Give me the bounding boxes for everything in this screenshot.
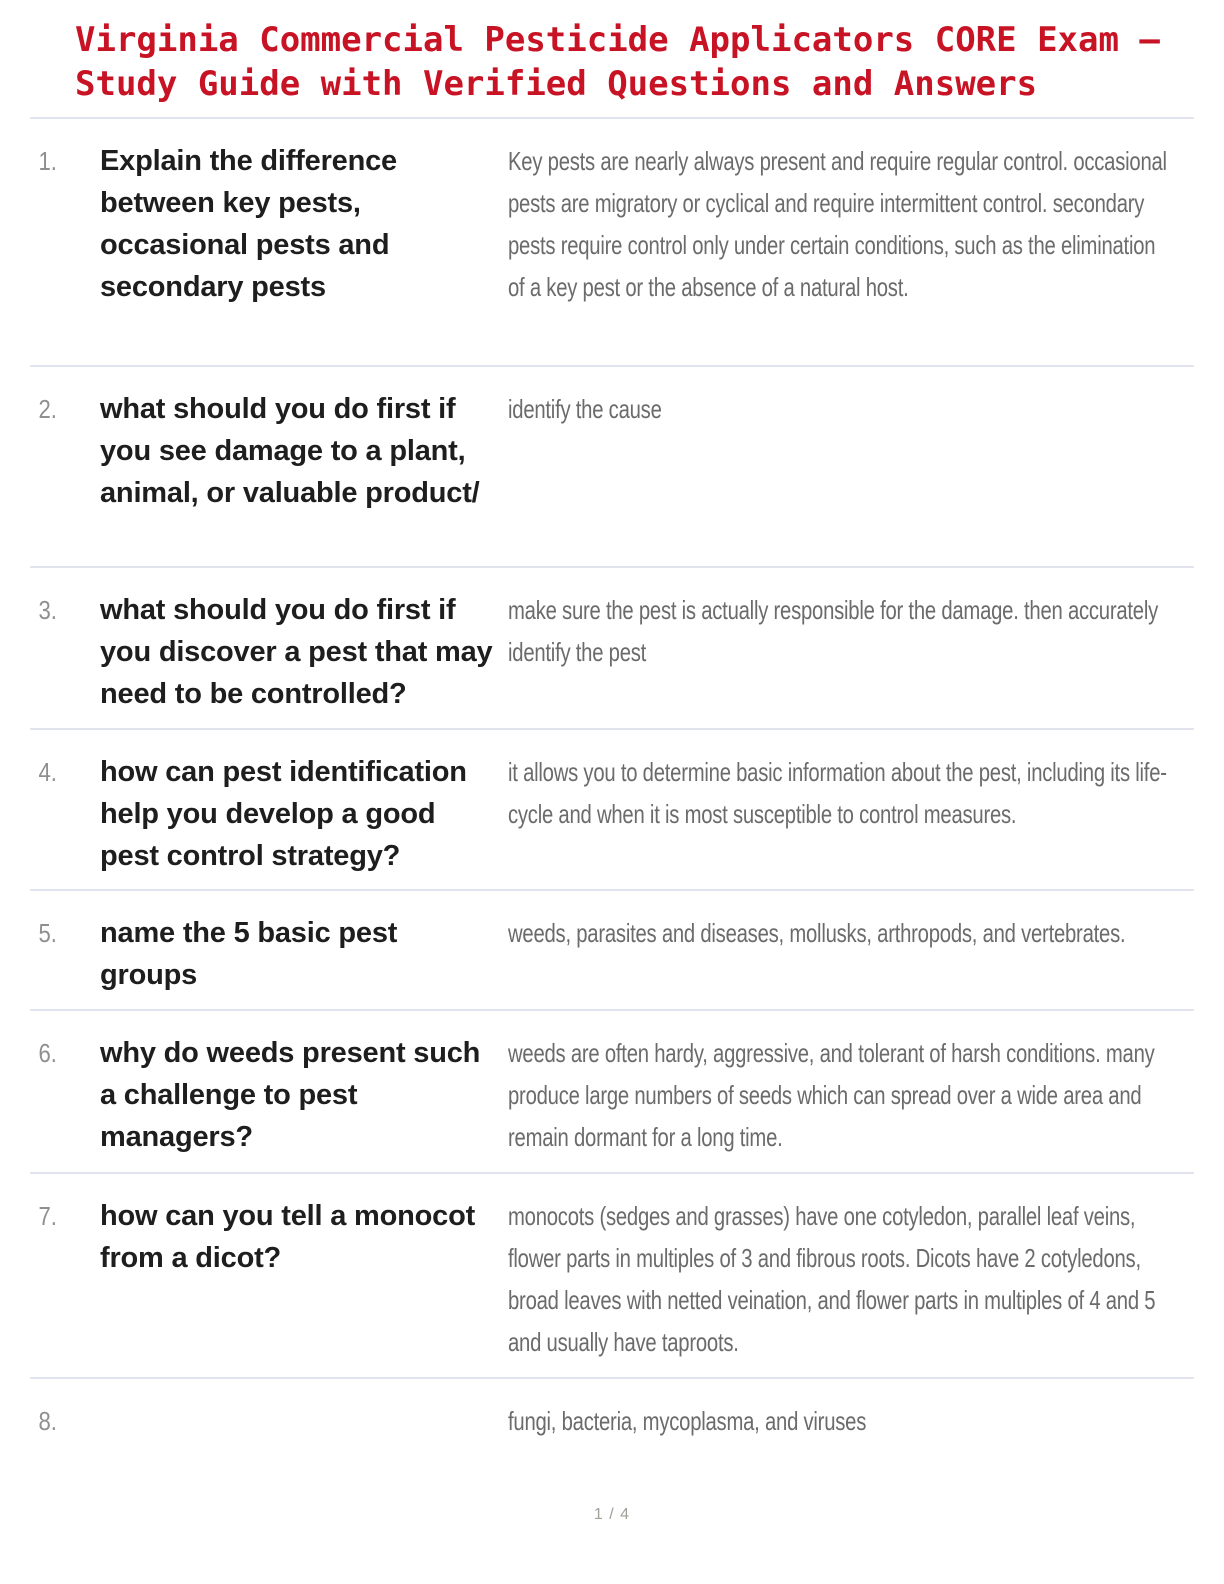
- answer-text: identify the cause: [508, 394, 662, 424]
- row-number: 7.: [38, 1201, 57, 1231]
- question-text: Explain the difference between key pests, occasional pests and secondary pests: [100, 145, 397, 303]
- qa-row-5: [30, 891, 1194, 1011]
- question-text: what should you do first if you see damage to a plant, animal, or valuable product/: [100, 393, 480, 509]
- row-number: 4.: [38, 757, 57, 787]
- qa-row-7: [30, 1174, 1194, 1379]
- question-text: how can pest identification help you develop a good pest control strategy?: [100, 756, 467, 872]
- answer-text: monocots (sedges and grasses) have one cotyledon, parallel leaf veins, flower parts in multiples of 3 and fibrous roots. Dicots have 2 cotyledons, broad leaves with netted veination, and flower parts in multiples of 4 and 5 and usually have taproots.: [508, 1201, 1156, 1357]
- answer-text: fungi, bacteria, mycoplasma, and viruses: [508, 1406, 867, 1436]
- qa-row-2: [30, 367, 1194, 568]
- answer-text: weeds are often hardy, aggressive, and tolerant of harsh conditions. many produce large numbers of seeds which can spread over a wide area and remain dormant for a long time.: [508, 1038, 1155, 1152]
- page-number: 1 / 4: [593, 1506, 631, 1523]
- qa-row-4: [30, 730, 1194, 891]
- row-number: 8.: [38, 1406, 57, 1436]
- row-number: 6.: [38, 1038, 57, 1068]
- answer-text: Key pests are nearly always present and require regular control. occasional pests are migratory or cyclical and require intermittent control. secondary pests require control only under certain conditions, such as the elimination of a key pest or the absence of a natural host.: [508, 146, 1167, 302]
- question-text: [100, 1400, 508, 1459]
- answer-text: it allows you to determine basic information about the pest, including its life-cycle and when it is most susceptible to control measures.: [508, 757, 1167, 829]
- qa-row-1: [30, 119, 1194, 367]
- answer-text: weeds, parasites and diseases, mollusks, arthropods, and vertebrates.: [508, 918, 1126, 948]
- row-number: 2.: [38, 394, 57, 424]
- row-number: 5.: [38, 918, 57, 948]
- question-text: what should you do first if you discover a pest that may need to be controlled?: [100, 594, 493, 710]
- question-text: name the 5 basic pest groups: [100, 917, 398, 991]
- qa-row-3: [30, 568, 1194, 730]
- page-title: Virginia Commercial Pesticide Applicators CORE Exam – Study Guide with Verified Questions and Answers: [75, 20, 1160, 104]
- answer-text: make sure the pest is actually responsible for the damage. then accurately identify the pest: [508, 595, 1159, 667]
- qa-table: [30, 117, 1194, 1469]
- row-number: 3.: [38, 595, 57, 625]
- question-text: why do weeds present such a challenge to pest managers?: [100, 1037, 481, 1153]
- row-number: 1.: [38, 146, 57, 176]
- qa-row-6: [30, 1011, 1194, 1174]
- qa-row-8: [30, 1379, 1194, 1469]
- question-text: how can you tell a monocot from a dicot?: [100, 1200, 476, 1274]
